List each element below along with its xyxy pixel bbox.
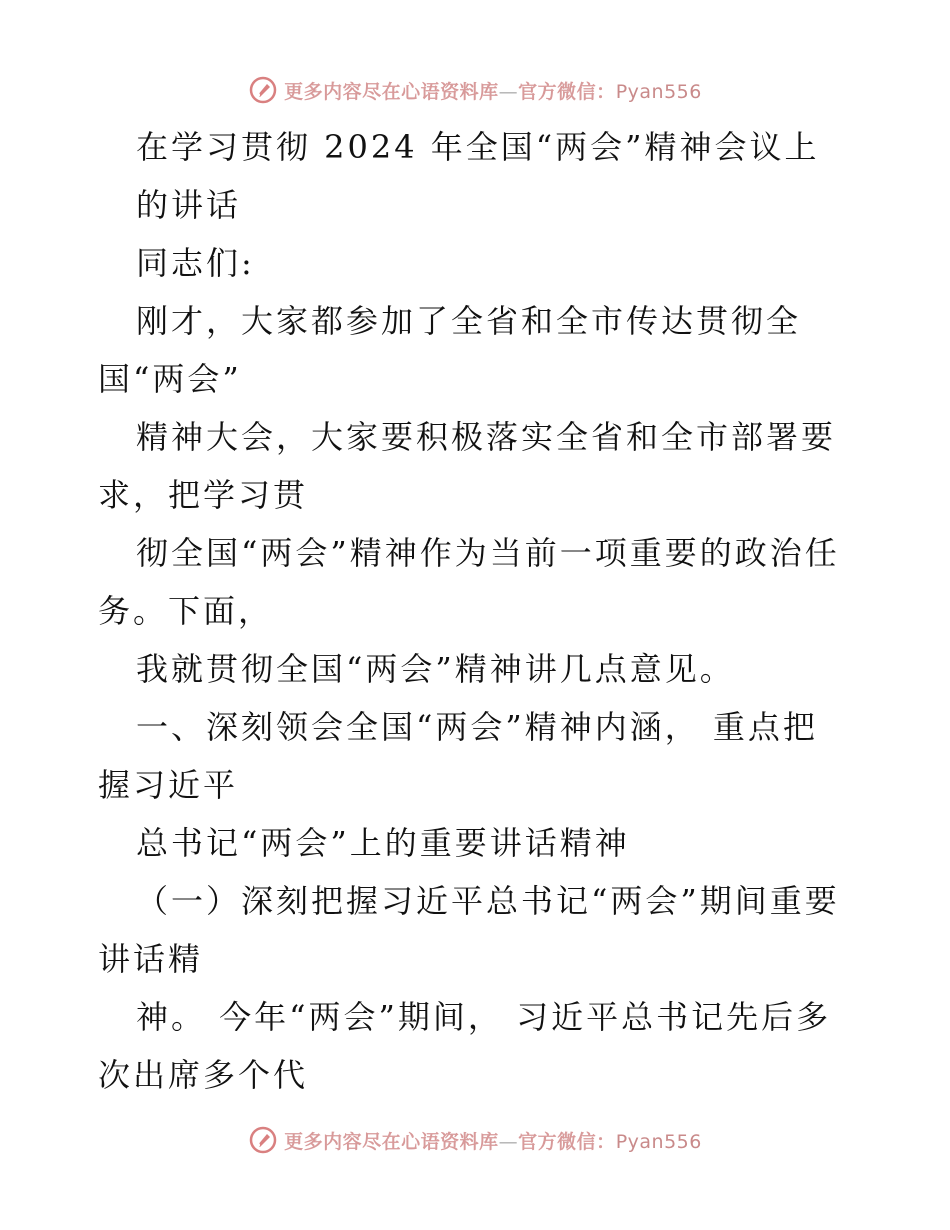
title-line-1: 在学习贯彻 2024 年全国“两会”精神会议上 xyxy=(136,128,820,166)
title-line-2: 的讲话 xyxy=(136,186,242,224)
paragraph-line: 彻全国“两会”精神作为当前一项重要的政治任 xyxy=(136,534,840,572)
watermark-dash: — xyxy=(498,1130,519,1153)
watermark-dash: — xyxy=(498,80,519,103)
watermark-main: 更多内容尽在心语资料库 xyxy=(284,80,499,103)
paragraph-line: 务。下面， xyxy=(98,592,274,630)
watermark-text xyxy=(284,1127,702,1154)
paragraph-line: 精神大会，大家要积极落实全省和全市部署要 xyxy=(136,418,837,456)
pen-nib-logo-icon xyxy=(248,75,278,105)
watermark-main: 更多内容尽在心语资料库 xyxy=(284,1130,499,1153)
salutation: 同志们: xyxy=(136,244,255,282)
document-body xyxy=(0,118,950,1104)
watermark-official: 官方微信： xyxy=(518,80,616,103)
watermark-account: Pyan556 xyxy=(615,1130,702,1153)
section-heading-line: 一、深刻领会全国“两会”精神内涵， 重点把 xyxy=(136,708,818,746)
paragraph-line: 刚才，大家都参加了全省和全市传达贯彻全 xyxy=(136,302,802,340)
subsection-heading-line: （一）深刻把握习近平总书记“两会”期间重要 xyxy=(136,882,840,920)
section-heading-line: 握习近平 xyxy=(98,766,239,804)
watermark-account: Pyan556 xyxy=(615,80,702,103)
pen-nib-logo-icon xyxy=(248,1125,278,1155)
paragraph-line: 求，把学习贯 xyxy=(98,476,309,514)
watermark-text xyxy=(284,77,702,104)
paragraph-line: 国“两会” xyxy=(98,360,242,398)
watermark-official: 官方微信： xyxy=(518,1130,616,1153)
subsection-heading-line: 讲话精 xyxy=(98,940,204,978)
section-heading-line: 总书记“两会”上的重要讲话精神 xyxy=(136,824,630,862)
paragraph-line: 神。 今年“两会”期间， 习近平总书记先后多 xyxy=(136,998,832,1036)
paragraph-line: 次出席多个代 xyxy=(98,1056,309,1094)
paragraph-line: 我就贯彻全国“两会”精神讲几点意见。 xyxy=(136,650,735,688)
watermark-footer xyxy=(0,1120,950,1160)
watermark-header xyxy=(0,70,950,110)
